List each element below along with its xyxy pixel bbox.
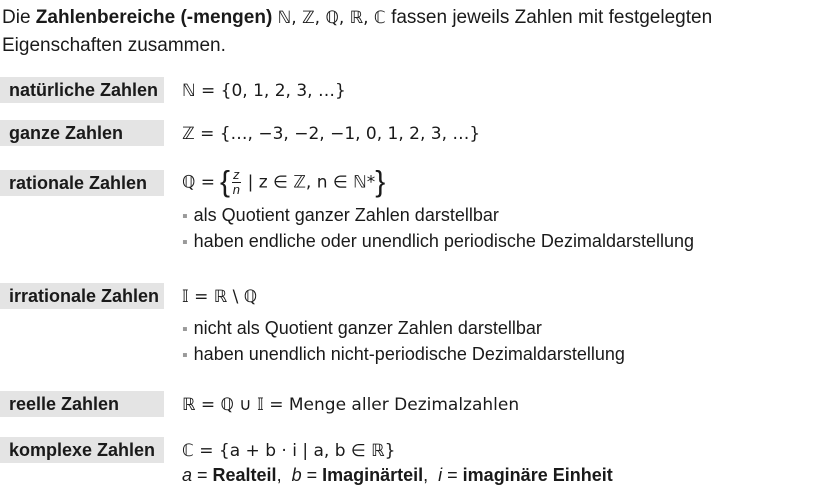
definition-natural-numbers — [182, 77, 346, 104]
label-rational-numbers: rationale Zahlen — [0, 170, 164, 196]
natural-set-definition: ℕ = {0, 1, 2, 3, …} — [182, 81, 346, 101]
definition-complex-numbers — [182, 437, 395, 464]
imaginaere-einheit-term: imaginäre Einheit — [462, 465, 613, 485]
list-item: ▪ als Quotient ganzer Zahlen darstellbar — [182, 203, 694, 229]
var-i: i — [438, 465, 443, 485]
complex-set-definition: ℂ = {a + b · i | a, b ∈ ℝ} — [182, 441, 396, 461]
intro-bold-term: Zahlenbereiche (-mengen) — [35, 7, 273, 28]
definition-integers — [182, 120, 480, 147]
list-item: ▪ haben unendlich nicht-periodische Dezimaldarstellung — [182, 342, 625, 368]
intro-part2: fassen jeweils Zahlen mit festgelegten Eigenschaften zusammen. — [2, 7, 713, 56]
complex-parts-line: a = Realteil, b = Imaginärteil, i = imaginäre Einheit — [182, 465, 613, 485]
irrational-set-definition: 𝕀 = ℝ \ ℚ — [182, 287, 258, 307]
fraction-numerator: z — [233, 167, 240, 182]
irrational-bullet-list — [182, 316, 625, 368]
eq-b: = — [301, 465, 323, 485]
intro-text — [2, 4, 812, 59]
list-item: ▪ haben endliche oder unendlich periodische Dezimaldarstellung — [182, 229, 694, 255]
rational-bullet-list — [182, 203, 694, 255]
label-real-numbers: reelle Zahlen — [0, 391, 164, 417]
label-irrational-numbers: irrationale Zahlen — [0, 283, 164, 309]
fraction-denominator: n — [232, 182, 240, 197]
var-a: a — [182, 465, 193, 485]
imaginaerteil-term: Imaginärteil — [322, 465, 424, 485]
rational-fraction — [232, 168, 241, 197]
list-item: ▪ nicht als Quotient ganzer Zahlen darstellbar — [182, 316, 625, 342]
intro-set-symbols: ℕ, ℤ, ℚ, ℝ, ℂ — [277, 8, 386, 28]
eq-a: = — [192, 465, 213, 485]
rational-brace-open: { — [220, 165, 231, 199]
rational-brace-close: } — [375, 165, 386, 199]
rational-condition: | z ∈ ℤ, n ∈ ℕ* — [247, 172, 376, 193]
label-complex-numbers: komplexe Zahlen — [0, 437, 164, 463]
eq-i: = — [442, 465, 463, 485]
label-integers: ganze Zahlen — [0, 120, 164, 146]
realteil-term: Realteil — [212, 465, 277, 485]
rational-set-symbol: ℚ = — [182, 172, 216, 193]
real-set-definition: ℝ = ℚ ∪ 𝕀 = Menge aller Dezimalzahlen — [182, 395, 520, 415]
definition-irrational-numbers — [182, 283, 257, 310]
definition-real-numbers — [182, 391, 519, 418]
integer-set-definition: ℤ = {…, −3, −2, −1, 0, 1, 2, 3, …} — [182, 124, 481, 144]
var-b: b — [291, 465, 302, 485]
definition-rational-numbers — [182, 165, 386, 199]
intro-part1: Die — [2, 7, 36, 28]
label-natural-numbers: natürliche Zahlen — [0, 77, 164, 103]
